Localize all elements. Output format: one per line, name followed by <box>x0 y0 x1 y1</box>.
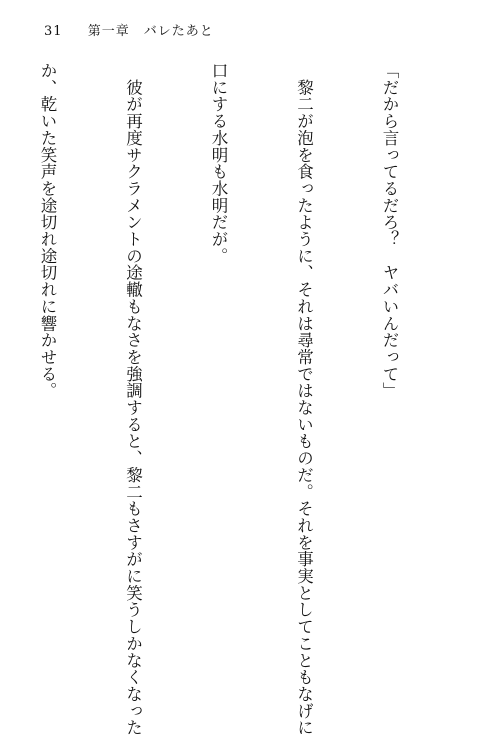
text-line: 黎二が泡を食ったように、それは尋常ではないものだ。それを事実としてこともなげに <box>294 62 314 736</box>
text-line: 彼が再度サクラメントの途轍もなさを強調すると、黎二もさすがに笑うしかなくなった <box>123 62 143 736</box>
chapter-title: 第一章 バレたあと <box>87 24 214 39</box>
novel-body-text <box>0 62 460 736</box>
page-number: 31 <box>44 24 63 39</box>
text-line: 口にする水明も水明だが。 <box>209 62 228 265</box>
running-header <box>44 20 214 39</box>
text-line: か、乾いた笑声を途切れ途切れに響かせる。 <box>38 62 57 399</box>
text-line: 「だから言ってるだろ？ ヤバいんだって」 <box>380 62 399 399</box>
